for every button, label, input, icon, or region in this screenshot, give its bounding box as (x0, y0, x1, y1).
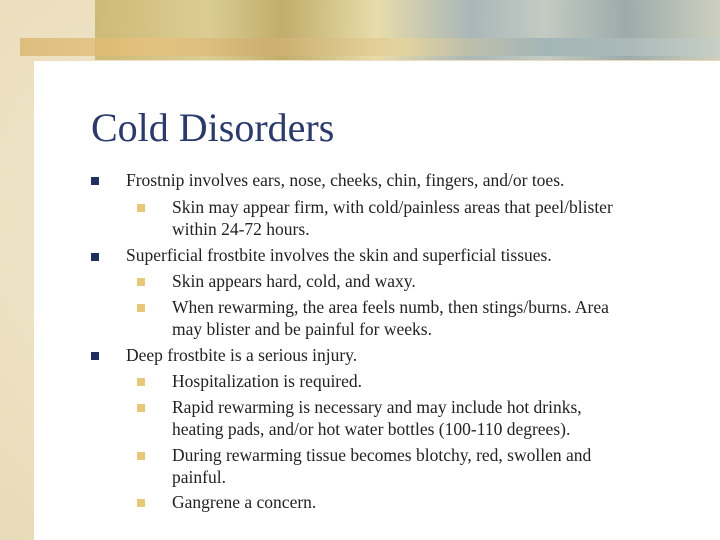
sub-bullet-square-icon (137, 404, 145, 412)
bullet-text: Superficial frostbite involves the skin and superficial tissues. (126, 245, 552, 265)
sub-bullet-square-icon (137, 378, 145, 386)
sub-bullet-square-icon (137, 304, 145, 312)
bullet-square-icon (91, 177, 99, 185)
sub-bullet-text: painful. (172, 467, 226, 487)
sub-bullet-text: Skin appears hard, cold, and waxy. (172, 271, 416, 291)
sub-bullet-square-icon (137, 499, 145, 507)
bullet-text: Deep frostbite is a serious injury. (126, 345, 358, 365)
sub-bullet-text: Rapid rewarming is necessary and may include hot drinks, (172, 397, 582, 417)
decorative-strip (20, 38, 720, 56)
sub-bullet-text: When rewarming, the area feels numb, then stings/burns. Area (172, 297, 609, 317)
sub-bullet-text: Hospitalization is required. (172, 371, 363, 391)
sub-bullet-text: may blister and be painful for weeks. (172, 319, 432, 339)
sub-bullet-text: Gangrene a concern. (172, 492, 317, 512)
sub-bullet-square-icon (137, 204, 145, 212)
bullet-square-icon (91, 253, 99, 261)
sub-bullet-text: Skin may appear firm, with cold/painless areas that peel/blister (172, 197, 613, 217)
sub-bullet-square-icon (137, 278, 145, 286)
sub-bullet-text: During rewarming tissue becomes blotchy, red, swollen and (172, 445, 592, 465)
sub-bullet-square-icon (137, 452, 145, 460)
bullet-square-icon (91, 352, 99, 360)
sub-bullet-text: within 24-72 hours. (172, 219, 310, 239)
bullet-text: Frostnip involves ears, nose, cheeks, chin, fingers, and/or toes. (126, 170, 565, 190)
slide-title: Cold Disorders (91, 105, 335, 150)
sub-bullet-text: heating pads, and/or hot water bottles (100-110 degrees). (172, 419, 571, 439)
